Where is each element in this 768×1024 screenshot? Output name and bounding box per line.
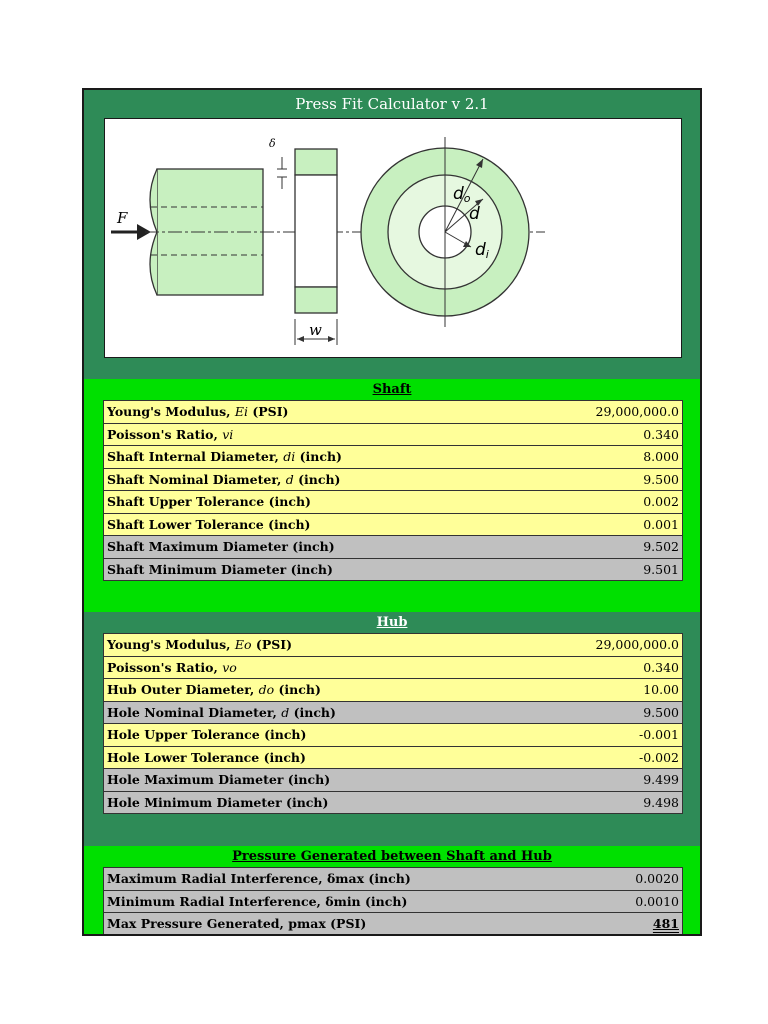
shaft-row-label: Shaft Minimum Diameter (inch) xyxy=(107,561,333,577)
pressure-row xyxy=(104,913,682,936)
pressure-row-label: Maximum Radial Interference, δmax (inch) xyxy=(107,871,411,887)
shaft-section xyxy=(84,379,700,612)
hub-row-label: Hole Maximum Diameter (inch) xyxy=(107,772,331,788)
hub-row-value[interactable]: 10.00 xyxy=(643,682,679,698)
hub-section-drawing xyxy=(277,149,337,345)
shaft-row-value[interactable]: 29,000,000.0 xyxy=(595,404,679,420)
pressure-row xyxy=(104,891,682,914)
shaft-row xyxy=(104,401,682,424)
shaft-row xyxy=(104,559,682,582)
pressure-section xyxy=(84,846,700,936)
shaft-row-label: Shaft Internal Diameter, di (inch) xyxy=(107,449,342,465)
di-label: di xyxy=(475,240,489,261)
hub-row xyxy=(104,657,682,680)
hub-row-label: Hole Nominal Diameter, d (inch) xyxy=(107,704,336,720)
hub-row-label: Hole Minimum Diameter (inch) xyxy=(107,794,329,810)
pressure-row-label: Max Pressure Generated, pmax (PSI) xyxy=(107,916,367,932)
hub-row-label: Young's Modulus, Eo (PSI) xyxy=(107,637,293,653)
width-label: w xyxy=(309,321,322,339)
shaft-row-value: 9.501 xyxy=(643,561,679,577)
hub-row xyxy=(104,769,682,792)
hub-table xyxy=(103,633,683,814)
d-label: d xyxy=(469,204,480,224)
diagram-bottom-band xyxy=(84,358,700,380)
shaft-table xyxy=(103,400,683,581)
ring-end-view xyxy=(361,137,529,327)
hub-row-label: Hub Outer Diameter, do (inch) xyxy=(107,682,321,698)
hub-row-label: Poisson's Ratio, vo xyxy=(107,659,237,675)
pressure-table xyxy=(103,867,683,936)
shaft-row-label: Shaft Lower Tolerance (inch) xyxy=(107,516,311,532)
sheet-title: Press Fit Calculator v 2.1 xyxy=(84,90,700,118)
shaft-row xyxy=(104,424,682,447)
hub-section xyxy=(84,612,700,846)
shaft-row-value: 9.502 xyxy=(643,539,679,555)
shaft-row-label: Young's Modulus, Ei (PSI) xyxy=(107,404,289,420)
pressure-row xyxy=(104,868,682,891)
shaft-row-label: Shaft Nominal Diameter, d (inch) xyxy=(107,471,341,487)
hub-row xyxy=(104,702,682,725)
shaft-row xyxy=(104,536,682,559)
shaft-row-value[interactable]: 0.001 xyxy=(643,516,679,532)
shaft-row-value[interactable]: 0.340 xyxy=(643,426,679,442)
hub-row-value: 9.500 xyxy=(643,704,679,720)
shaft-row-label: Shaft Maximum Diameter (inch) xyxy=(107,539,335,555)
shaft-heading: Shaft xyxy=(372,382,412,397)
pressure-row-label: Minimum Radial Interference, δmin (inch) xyxy=(107,893,408,909)
press-fit-diagram xyxy=(104,118,682,358)
shaft-row xyxy=(104,491,682,514)
shaft-row-value[interactable]: 9.500 xyxy=(643,471,679,487)
shaft-row xyxy=(104,469,682,492)
hub-row xyxy=(104,724,682,747)
hub-row xyxy=(104,792,682,815)
shaft-row-value[interactable]: 0.002 xyxy=(643,494,679,510)
do-label: do xyxy=(453,184,471,205)
hub-row-label: Hole Upper Tolerance (inch) xyxy=(107,727,307,743)
hub-row-label: Hole Lower Tolerance (inch) xyxy=(107,749,306,765)
shaft-row-label: Shaft Upper Tolerance (inch) xyxy=(107,494,311,510)
force-label: F xyxy=(117,209,128,227)
hub-row-value[interactable]: -0.001 xyxy=(638,727,679,743)
hub-row-value[interactable]: -0.002 xyxy=(638,749,679,765)
shaft-row xyxy=(104,446,682,469)
press-fit-sheet xyxy=(82,88,702,936)
hub-row-value: 9.498 xyxy=(643,794,679,810)
hub-heading: Hub xyxy=(376,615,408,630)
hub-row-value[interactable]: 0.340 xyxy=(643,659,679,675)
delta-label: δ xyxy=(269,137,276,150)
hub-row xyxy=(104,747,682,770)
hub-row-value[interactable]: 29,000,000.0 xyxy=(595,637,679,653)
press-fit-diagram-svg xyxy=(105,119,681,357)
shaft-row-label: Poisson's Ratio, vi xyxy=(107,426,234,442)
pressure-row-value: 0.0010 xyxy=(635,893,679,909)
pressure-heading: Pressure Generated between Shaft and Hub xyxy=(232,849,552,864)
shaft-row xyxy=(104,514,682,537)
hub-row-value: 9.499 xyxy=(643,772,679,788)
pressure-row-value: 481 xyxy=(652,916,679,932)
hub-row xyxy=(104,634,682,657)
pressure-row-value: 0.0020 xyxy=(635,871,679,887)
shaft-row-value[interactable]: 8.000 xyxy=(643,449,679,465)
hub-row xyxy=(104,679,682,702)
